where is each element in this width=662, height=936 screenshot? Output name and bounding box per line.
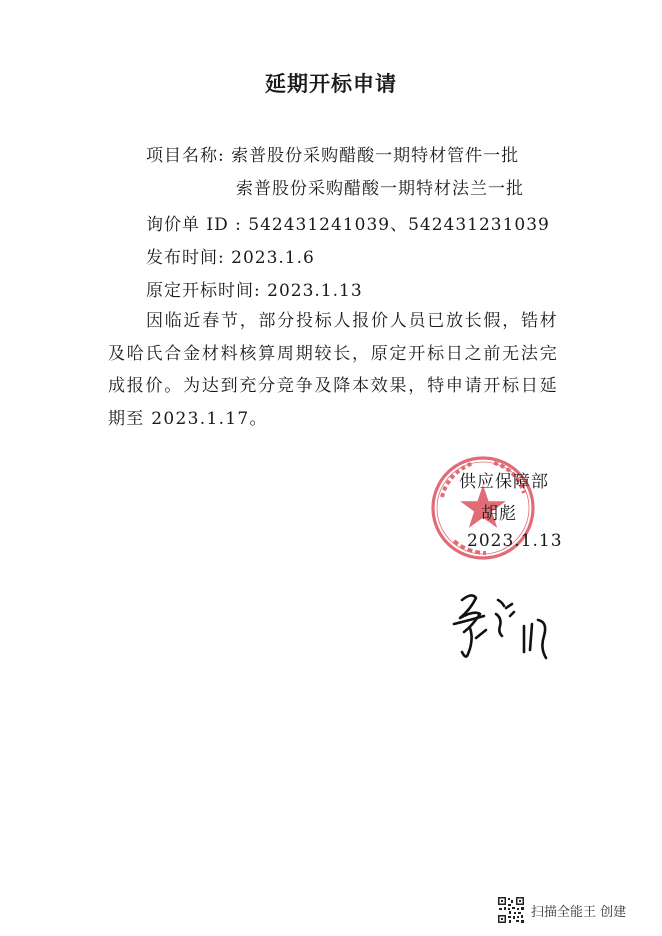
document-title: 延期开标申请 bbox=[265, 71, 397, 96]
signing-date: 2023.1.13 bbox=[467, 531, 563, 551]
inquiry-id-line: 询价单 ID : 542431241039、542431231039 bbox=[146, 215, 550, 235]
publish-time-line: 发布时间: 2023.1.6 bbox=[146, 248, 315, 268]
project-name-line-1: 项目名称: 索普股份采购醋酸一期特材管件一批 bbox=[146, 146, 520, 166]
scanner-watermark bbox=[497, 896, 626, 924]
qr-code-icon bbox=[497, 896, 525, 924]
project-name-line-2: 索普股份采购醋酸一期特材法兰一批 bbox=[236, 179, 524, 199]
original-opening-time-line: 原定开标时间: 2023.1.13 bbox=[146, 281, 363, 301]
scanner-app-label: 扫描全能王 创建 bbox=[531, 904, 627, 920]
handwritten-signature bbox=[440, 580, 560, 670]
signing-person: 胡彪 bbox=[481, 504, 517, 524]
signing-department: 供应保障部 bbox=[459, 472, 549, 492]
request-paragraph: 因临近春节，部分投标人报价人员已放长假，锆材及哈氏合金材料核算周期较长，原定开标日之前无法完成报价。为达到充分竞争及降本效果，特申请开标日延期至 2023.1.17。 bbox=[108, 311, 558, 429]
